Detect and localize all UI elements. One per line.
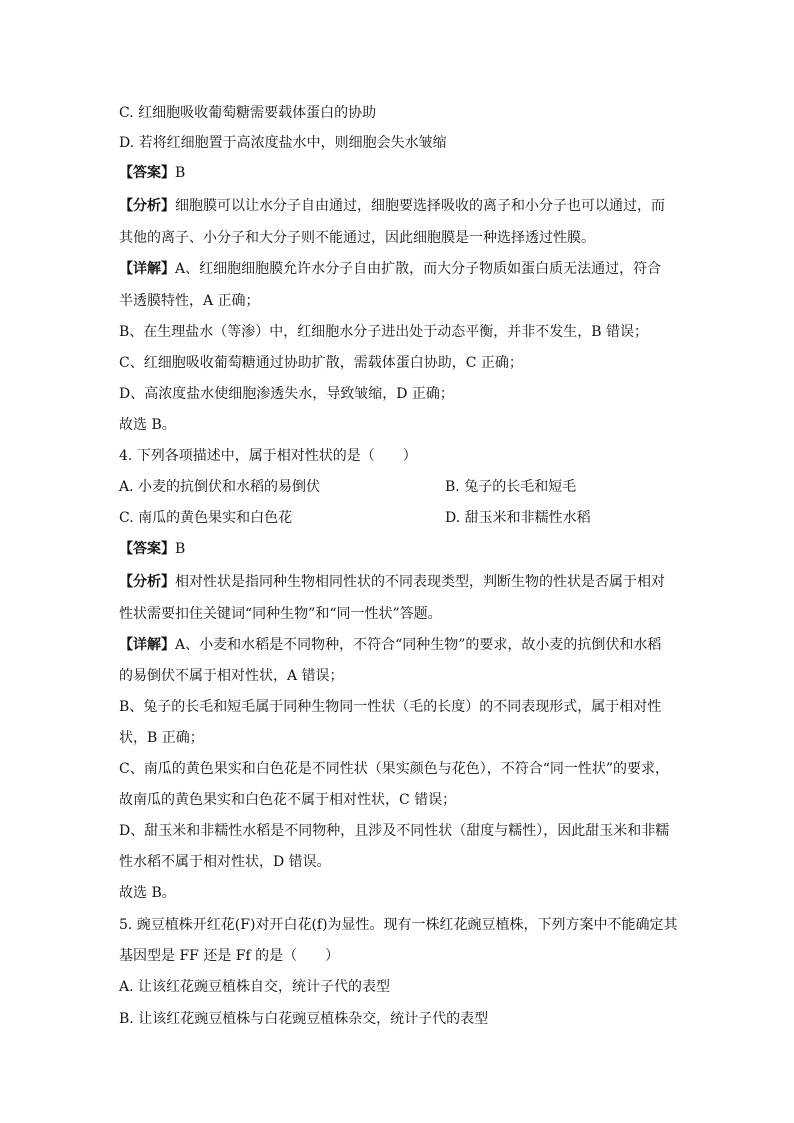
explanation-text: A、小麦和水稻是不同物种，不符合“同种生物”的要求，故小麦的抗倒伏和水稻 [175, 637, 662, 653]
text-line: 半透膜特性，A 正确； [119, 293, 260, 309]
answer-tag: 【答案】 [119, 541, 175, 557]
text-line: C、南瓜的黄色果实和白色花是不同性状（果实颜色与花色），不符合“同一性状”的要求， [119, 761, 670, 777]
text-line: 基因型是 FF 还是 Ff 的是（ ） [119, 948, 340, 964]
explanation-tag: 【详解】 [119, 637, 175, 653]
text-line: 故南瓜的黄色果实和白色花不属于相对性状，C 错误； [119, 792, 457, 808]
q4-option-a: A. 小麦的抗倒伏和水稻的易倒伏 [119, 479, 321, 495]
q5-option-a: A. 让该红花豌豆植株自交，统计子代的表型 [119, 979, 391, 995]
conclusion-line: 故选 B。 [119, 417, 176, 433]
text-line: 性状需要扣住关键词“同种生物”和“同一性状”答题。 [119, 606, 442, 622]
text-line: 的易倒伏不属于相对性状，A 错误； [119, 668, 344, 684]
explanation-line [119, 260, 661, 278]
q5-option-b: B. 让该红花豌豆植株与白花豌豆植株杂交，统计子代的表型 [119, 1011, 489, 1027]
text-line: D、高浓度盐水使细胞渗透失水，导致皱缩，D 正确； [119, 386, 454, 402]
answer-line [119, 164, 185, 182]
answer-value: B [175, 541, 186, 557]
answer-value: B [175, 165, 186, 181]
answer-tag: 【答案】 [119, 165, 175, 181]
text-line: 其他的离子、小分子和大分子则不能通过，因此细胞膜是一种选择透过性膜。 [119, 230, 595, 246]
option-c-line: C. 红细胞吸收葡萄糖需要载体蛋白的协助 [119, 105, 377, 121]
question-5-line: 5. 豌豆植株开红花(F)对开白花(f)为显性。现有一株红花豌豆植株，下列方案中不能确定其 [119, 917, 678, 933]
q4-option-d: D. 甜玉米和非糯性水稻 [445, 510, 591, 526]
answer-line [119, 540, 185, 558]
question-4-line: 4. 下列各项描述中，属于相对性状的是（ ） [119, 448, 417, 464]
q4-option-c: C. 南瓜的黄色果实和白色花 [119, 510, 293, 526]
explanation-text: A、红细胞细胞膜允许水分子自由扩散，而大分子物质如蛋白质无法通过，符合 [175, 261, 662, 277]
text-line: D、甜玉米和非糯性水稻是不同物种，且涉及不同性状（甜度与糯性），因此甜玉米和非糯 [119, 823, 670, 839]
text-line: B、在生理盐水（等渗）中，红细胞水分子进出处于动态平衡，并非不发生，B 错误； [119, 324, 649, 340]
text-line: 状，B 正确； [119, 730, 204, 746]
option-d-line: D. 若将红细胞置于高浓度盐水中，则细胞会失水皱缩 [119, 135, 447, 151]
text-line: C、红细胞吸收葡萄糖通过协助扩散，需载体蛋白协助，C 正确； [119, 355, 523, 371]
analysis-tag: 【分析】 [119, 198, 175, 214]
q4-option-b: B. 兔子的长毛和短毛 [445, 479, 577, 495]
explanation-line [119, 636, 661, 654]
analysis-line [119, 573, 665, 591]
analysis-text: 相对性状是指同种生物相同性状的不同表现类型，判断生物的性状是否属于相对 [175, 574, 665, 590]
analysis-tag: 【分析】 [119, 574, 175, 590]
analysis-line [119, 197, 665, 215]
conclusion-line: 故选 B。 [119, 885, 176, 901]
explanation-tag: 【详解】 [119, 261, 175, 277]
text-line: 性水稻不属于相对性状，D 错误。 [119, 854, 331, 870]
text-line: B、兔子的长毛和短毛属于同种生物同一性状（毛的长度）的不同表现形式，属于相对性 [119, 699, 662, 715]
analysis-text: 细胞膜可以让水分子自由通过，细胞要选择吸收的离子和小分子也可以通过，而 [175, 198, 665, 214]
